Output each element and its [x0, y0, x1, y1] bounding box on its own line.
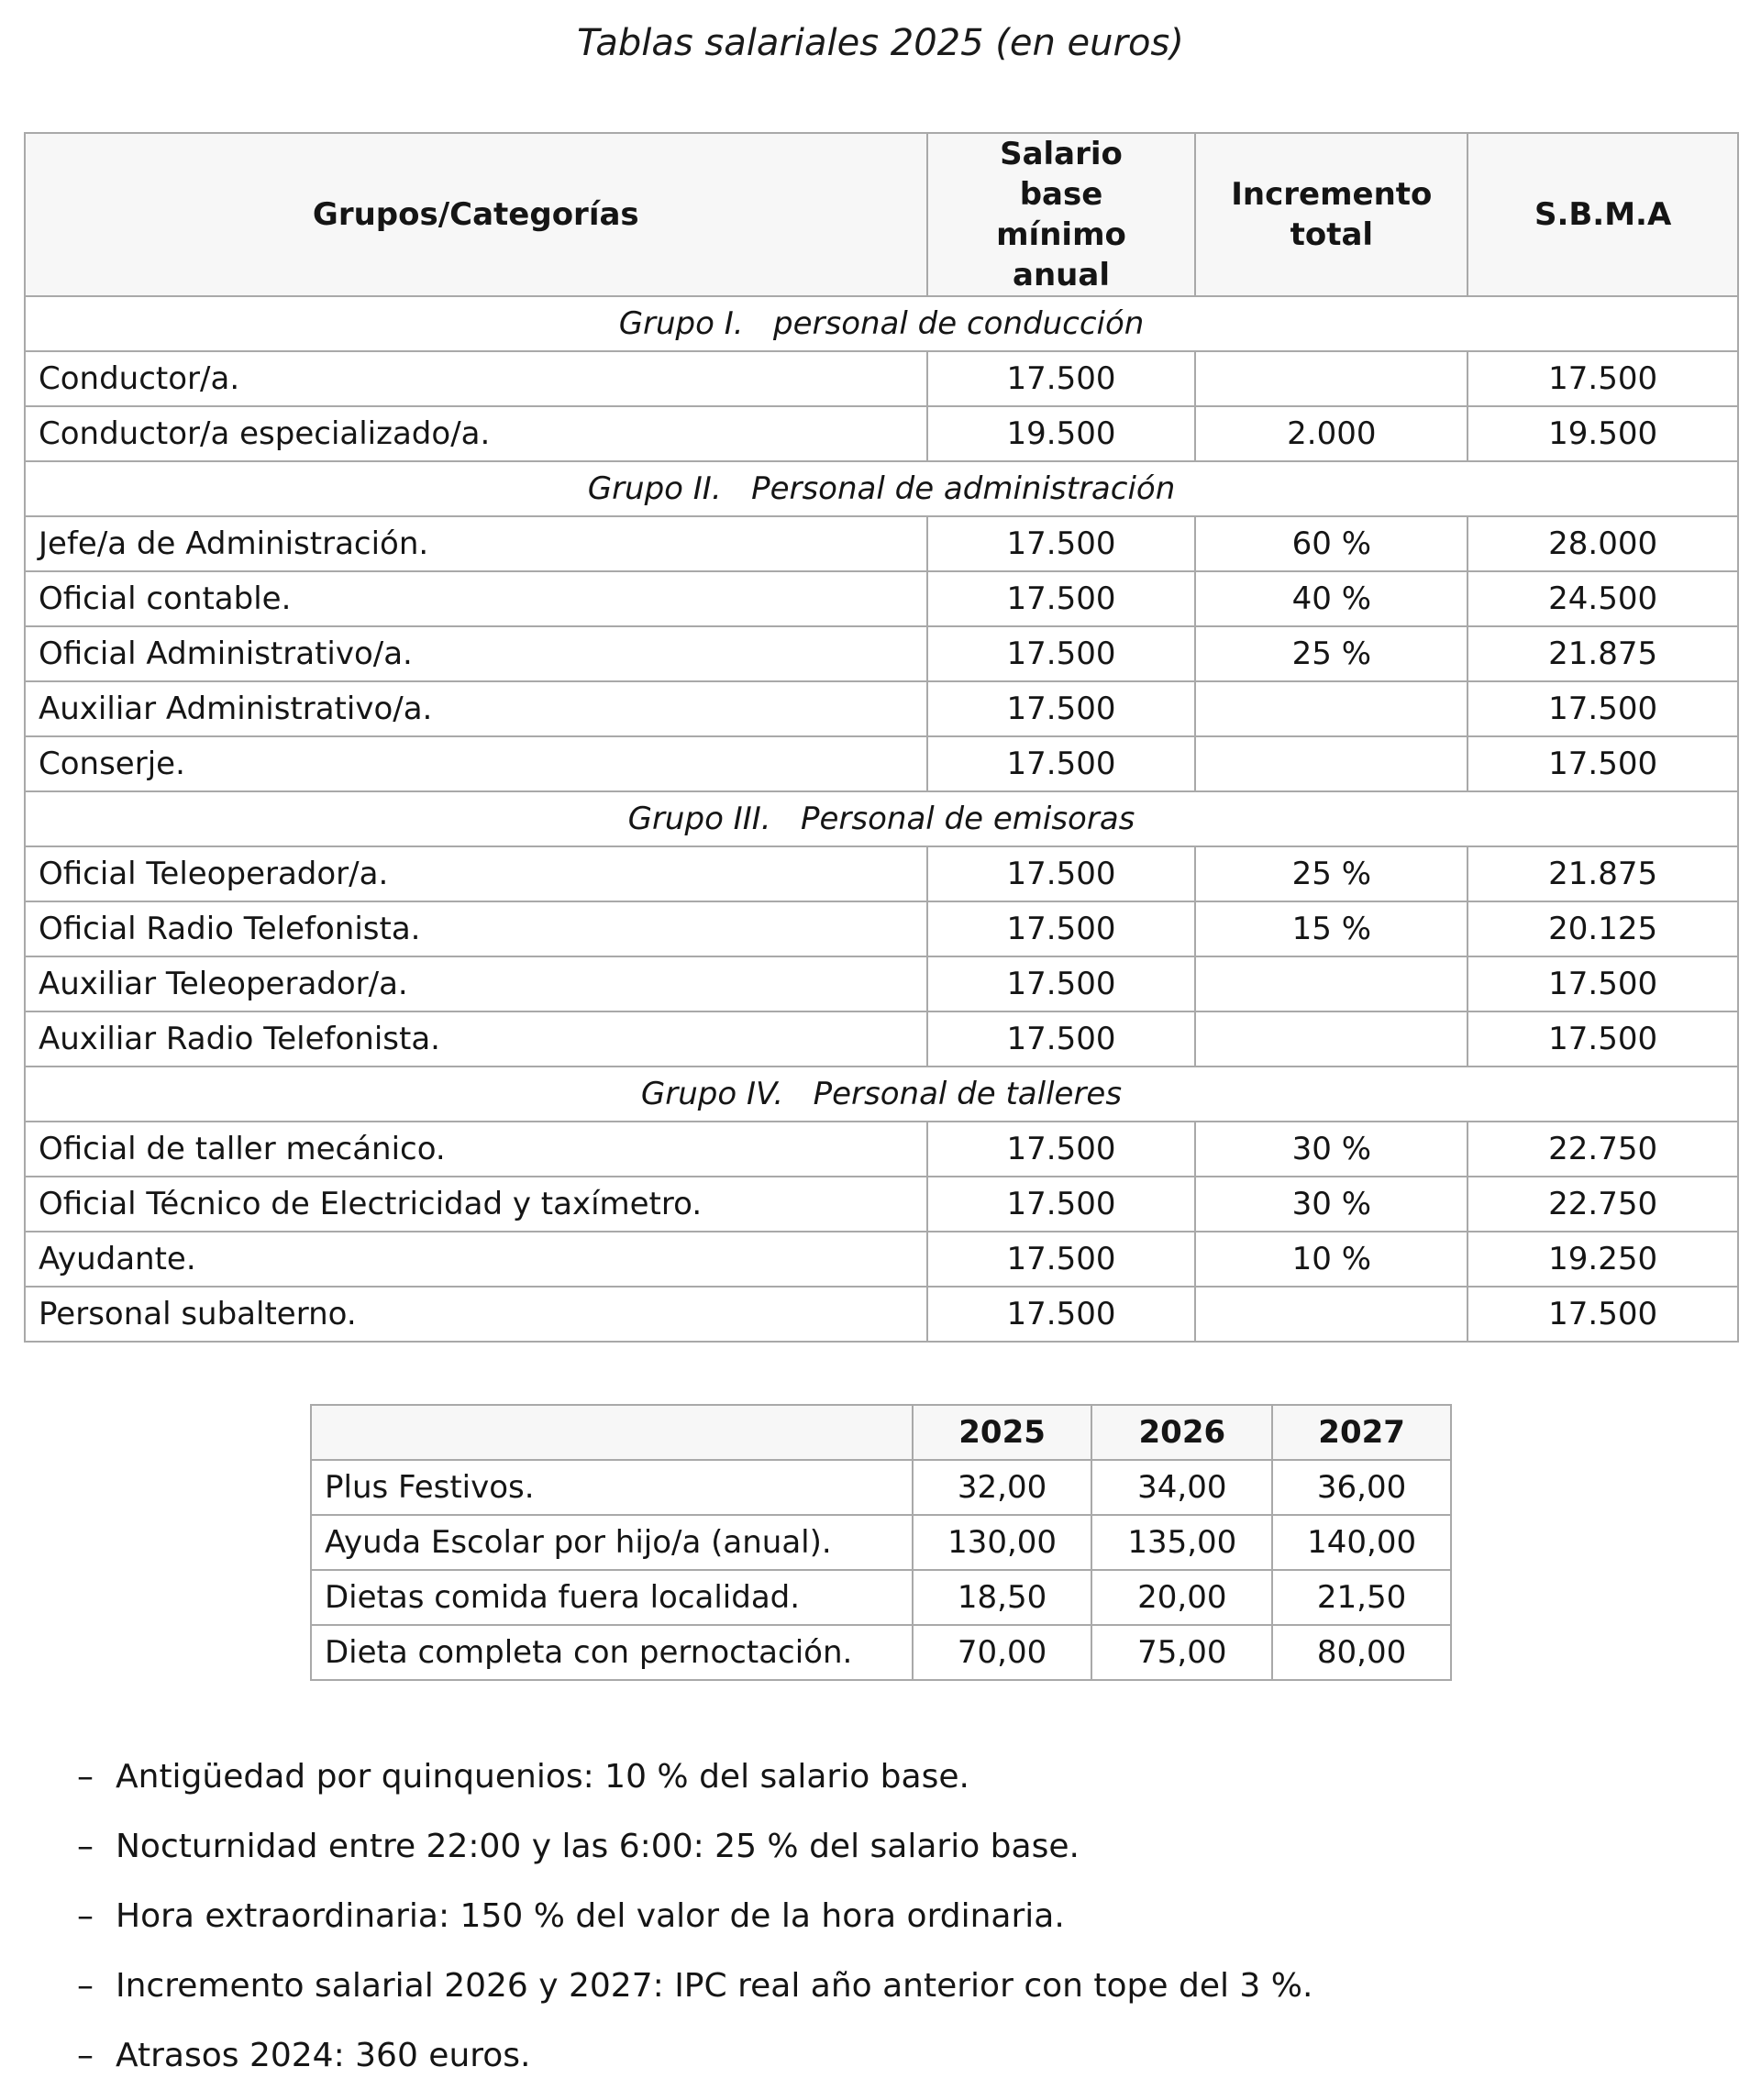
group-row	[25, 1067, 1738, 1122]
base-salary-cell: 17.500	[927, 956, 1196, 1011]
dash-bullet-icon: –	[77, 1897, 94, 1935]
concept-cell: Plus Festivos.	[311, 1460, 913, 1515]
table-row	[311, 1570, 1451, 1625]
category-cell: Conductor/a especializado/a.	[25, 406, 927, 461]
amount-cell: 18,50	[913, 1570, 1092, 1625]
salary-table	[24, 132, 1739, 1343]
increment-cell: 15 %	[1195, 901, 1468, 956]
table-row	[25, 1177, 1738, 1232]
concept-cell: Ayuda Escolar por hijo/a (anual).	[311, 1515, 913, 1570]
category-cell: Auxiliar Radio Telefonista.	[25, 1011, 927, 1067]
category-cell: Auxiliar Teleoperador/a.	[25, 956, 927, 1011]
base-salary-cell: 17.500	[927, 1287, 1196, 1342]
amount-cell: 70,00	[913, 1625, 1092, 1680]
increment-cell: 60 %	[1195, 516, 1468, 571]
base-salary-cell: 17.500	[927, 516, 1196, 571]
table-row	[311, 1625, 1451, 1680]
base-salary-cell: 17.500	[927, 901, 1196, 956]
amount-cell: 32,00	[913, 1460, 1092, 1515]
page-title: Tablas salariales 2025 (en euros)	[577, 22, 1184, 64]
note-item	[77, 1961, 1312, 2030]
extras-table-header	[311, 1405, 1451, 1460]
base-salary-cell: 17.500	[927, 351, 1196, 406]
amount-cell: 140,00	[1272, 1515, 1451, 1570]
amount-cell: 21,50	[1272, 1570, 1451, 1625]
sbma-cell: 20.125	[1468, 901, 1738, 956]
group-label: Grupo I. personal de conducción	[25, 296, 1738, 351]
increment-cell	[1195, 956, 1468, 1011]
sbma-cell: 24.500	[1468, 571, 1738, 626]
base-salary-cell: 17.500	[927, 736, 1196, 791]
increment-cell	[1195, 351, 1468, 406]
base-salary-cell: 17.500	[927, 1122, 1196, 1177]
category-cell: Oficial de taller mecánico.	[25, 1122, 927, 1177]
sbma-cell: 22.750	[1468, 1177, 1738, 1232]
category-cell: Jefe/a de Administración.	[25, 516, 927, 571]
amount-cell: 36,00	[1272, 1460, 1451, 1515]
base-salary-cell: 17.500	[927, 1177, 1196, 1232]
sbma-cell: 22.750	[1468, 1122, 1738, 1177]
note-text: Hora extraordinaria: 150 % del valor de la hora ordinaria.	[116, 1897, 1065, 1935]
sbma-cell: 17.500	[1468, 956, 1738, 1011]
table-row	[311, 1460, 1451, 1515]
table-row	[25, 1232, 1738, 1287]
increment-cell: 40 %	[1195, 571, 1468, 626]
header-increment: Incremento total	[1195, 133, 1468, 296]
increment-cell: 30 %	[1195, 1177, 1468, 1232]
table-row	[25, 626, 1738, 681]
sbma-cell: 17.500	[1468, 681, 1738, 736]
group-row	[25, 461, 1738, 516]
concept-cell: Dietas comida fuera localidad.	[311, 1570, 913, 1625]
table-row	[311, 1515, 1451, 1570]
increment-cell: 30 %	[1195, 1122, 1468, 1177]
amount-cell: 135,00	[1091, 1515, 1272, 1570]
header-concept	[311, 1405, 913, 1460]
category-cell: Conserje.	[25, 736, 927, 791]
category-cell: Ayudante.	[25, 1232, 927, 1287]
base-salary-cell: 17.500	[927, 571, 1196, 626]
concept-cell: Dieta completa con pernoctación.	[311, 1625, 913, 1680]
header-category: Grupos/Categorías	[25, 133, 927, 296]
category-cell: Oficial contable.	[25, 571, 927, 626]
increment-cell	[1195, 1011, 1468, 1067]
group-label: Grupo IV. Personal de talleres	[25, 1067, 1738, 1122]
note-text: Nocturnidad entre 22:00 y las 6:00: 25 % del salario base.	[116, 1828, 1080, 1865]
table-row	[25, 571, 1738, 626]
base-salary-cell: 19.500	[927, 406, 1196, 461]
table-row	[25, 1287, 1738, 1342]
header-sbma: S.B.M.A	[1468, 133, 1738, 296]
increment-cell: 25 %	[1195, 846, 1468, 901]
category-cell: Oficial Radio Telefonista.	[25, 901, 927, 956]
sbma-cell: 17.500	[1468, 1287, 1738, 1342]
base-salary-cell: 17.500	[927, 1232, 1196, 1287]
increment-cell: 2.000	[1195, 406, 1468, 461]
note-text: Incremento salarial 2026 y 2027: IPC real año anterior con tope del 3 %.	[116, 1967, 1313, 2005]
base-salary-cell: 17.500	[927, 846, 1196, 901]
group-label: Grupo III. Personal de emisoras	[25, 791, 1738, 846]
table-row	[25, 736, 1738, 791]
increment-cell	[1195, 736, 1468, 791]
table-row	[25, 846, 1738, 901]
sbma-cell: 21.875	[1468, 626, 1738, 681]
table-row	[25, 1011, 1738, 1067]
amount-cell: 20,00	[1091, 1570, 1272, 1625]
header-year-2027: 2027	[1272, 1405, 1451, 1460]
category-cell: Personal subalterno.	[25, 1287, 927, 1342]
amount-cell: 34,00	[1091, 1460, 1272, 1515]
table-row	[25, 516, 1738, 571]
category-cell: Conductor/a.	[25, 351, 927, 406]
base-salary-cell: 17.500	[927, 681, 1196, 736]
sbma-cell: 17.500	[1468, 1011, 1738, 1067]
base-salary-cell: 17.500	[927, 626, 1196, 681]
category-cell: Auxiliar Administrativo/a.	[25, 681, 927, 736]
sbma-cell: 28.000	[1468, 516, 1738, 571]
sbma-cell: 21.875	[1468, 846, 1738, 901]
group-label: Grupo II. Personal de administración	[25, 461, 1738, 516]
note-item	[77, 1821, 1312, 1891]
amount-cell: 80,00	[1272, 1625, 1451, 1680]
category-cell: Oficial Teleoperador/a.	[25, 846, 927, 901]
note-item	[77, 1752, 1312, 1821]
dash-bullet-icon: –	[77, 2037, 94, 2074]
group-row	[25, 791, 1738, 846]
sbma-cell: 17.500	[1468, 351, 1738, 406]
table-row	[25, 351, 1738, 406]
amount-cell: 75,00	[1091, 1625, 1272, 1680]
table-row	[25, 901, 1738, 956]
sbma-cell: 19.250	[1468, 1232, 1738, 1287]
note-item	[77, 2030, 1312, 2100]
category-cell: Oficial Administrativo/a.	[25, 626, 927, 681]
dash-bullet-icon: –	[77, 1967, 94, 2005]
table-row	[25, 681, 1738, 736]
table-row	[25, 956, 1738, 1011]
header-base-salary: Salario base mínimo anual	[927, 133, 1196, 296]
category-cell: Oficial Técnico de Electricidad y taxímetro.	[25, 1177, 927, 1232]
table-row	[25, 406, 1738, 461]
note-text: Antigüedad por quinquenios: 10 % del salario base.	[116, 1758, 969, 1796]
table-row	[25, 1122, 1738, 1177]
extras-table	[310, 1404, 1452, 1681]
header-year-2026: 2026	[1091, 1405, 1272, 1460]
dash-bullet-icon: –	[77, 1828, 94, 1865]
note-text: Atrasos 2024: 360 euros.	[116, 2037, 531, 2074]
base-salary-cell: 17.500	[927, 1011, 1196, 1067]
dash-bullet-icon: –	[77, 1758, 94, 1796]
header-year-2025: 2025	[913, 1405, 1092, 1460]
increment-cell: 25 %	[1195, 626, 1468, 681]
note-item	[77, 1891, 1312, 1961]
group-row	[25, 296, 1738, 351]
salary-table-header	[25, 133, 1738, 296]
increment-cell	[1195, 681, 1468, 736]
notes-list	[77, 1752, 1312, 2100]
sbma-cell: 17.500	[1468, 736, 1738, 791]
amount-cell: 130,00	[913, 1515, 1092, 1570]
increment-cell	[1195, 1287, 1468, 1342]
sbma-cell: 19.500	[1468, 406, 1738, 461]
increment-cell: 10 %	[1195, 1232, 1468, 1287]
